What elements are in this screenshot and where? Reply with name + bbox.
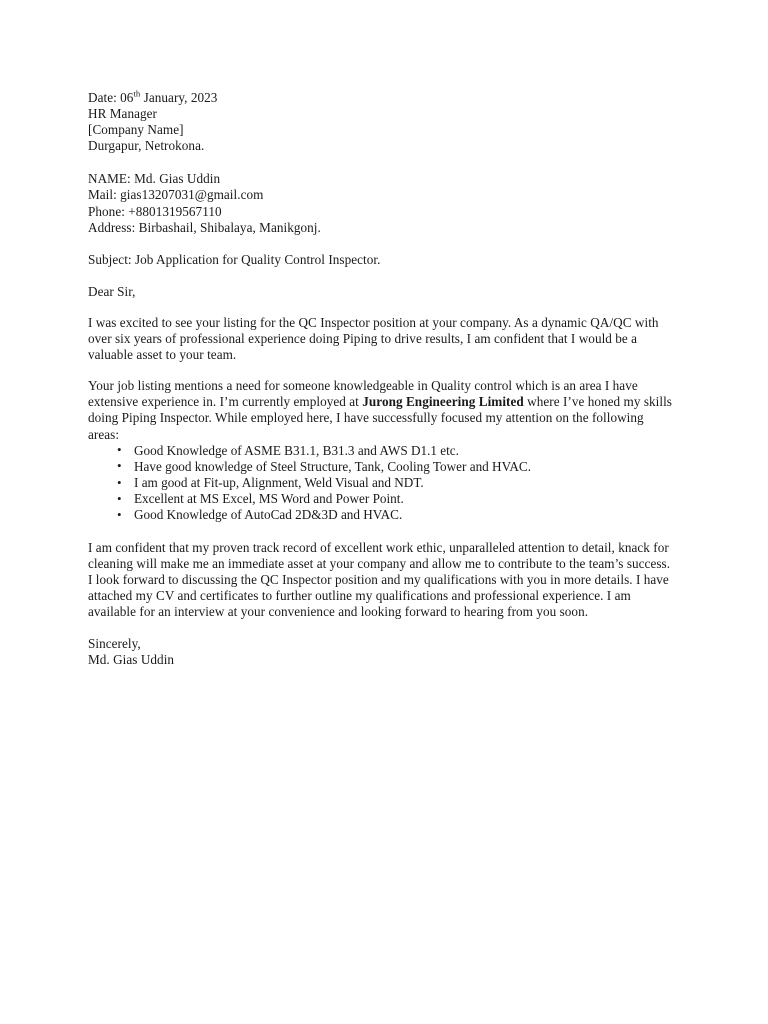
bullet-icon: • <box>117 490 122 506</box>
date-rest: January, 2023 <box>140 90 218 105</box>
spacer-after-salutation <box>88 300 676 315</box>
recipient-location: Durgapur, Netrokona. <box>88 138 205 154</box>
list-item-text: Good Knowledge of ASME B31.1, B31.3 and AWS D1.1 etc. <box>134 442 459 458</box>
paragraph-experience-part1: Your job listing mentions a need for someone knowledgeable in Quality control which is an area I have extensive experience in. I’m currently employed at <box>88 378 638 410</box>
spacer-after-subject <box>88 268 676 284</box>
spacer-after-list <box>88 524 676 540</box>
list-item <box>88 491 676 507</box>
salutation-block <box>88 284 676 300</box>
bullet-icon: • <box>117 442 122 458</box>
skills-list <box>88 443 676 524</box>
spacer-after-paragraph-1 <box>88 363 676 378</box>
spacer-after-header <box>88 154 676 171</box>
date-line <box>88 90 676 106</box>
list-item-text: Have good knowledge of Steel Structure, Tank, Cooling Tower and HVAC. <box>134 458 532 474</box>
bullet-icon: • <box>117 474 122 490</box>
date-label: Date: <box>88 90 121 105</box>
sender-address-line: Address: Birbashail, Shibalaya, Manikgonj. <box>88 219 321 235</box>
list-item <box>88 443 676 459</box>
paragraph-confidence: I am confident that my proven track record of excellent work ethic, unparalleled attention to detail, knack for cleaning will make me an immediate asset at your company and allow me to contribute to the team’s success. <box>88 539 671 571</box>
paragraph-closing-statement: I look forward to discussing the QC Inspector position and my qualifications with you in more details. I have attached my CV and certificates to further outline my qualifications and professional experience. I am available for an interview at your convenience and looking forward to hearing from you soon. <box>88 571 669 619</box>
list-item-text: I am good at Fit-up, Alignment, Weld Visual and NDT. <box>134 475 424 490</box>
paragraph-experience <box>88 378 676 442</box>
signature-name: Md. Gias Uddin <box>88 652 175 668</box>
list-item <box>88 475 676 491</box>
employer-name: Jurong Engineering Limited <box>362 394 524 410</box>
list-item <box>88 507 676 523</box>
salutation: Dear Sir, <box>88 283 136 299</box>
bullet-icon: • <box>117 458 122 474</box>
list-item-text: Excellent at MS Excel, MS Word and Power Point. <box>134 491 404 507</box>
date-day: 06 <box>120 90 134 105</box>
sender-email-line: Mail: gias13207031@gmail.com <box>88 187 264 203</box>
spacer-after-sender <box>88 236 676 252</box>
signature-block <box>88 636 676 668</box>
valediction: Sincerely, <box>88 636 141 652</box>
spacer-before-signature <box>88 620 676 636</box>
paragraph-intro: I was excited to see your listing for the QC Inspector position at your company. As a dynamic QA/QC with over six years of professional experience doing Piping to drive results, I am confident that I would be a valuable asset to your team. <box>88 314 659 363</box>
bullet-icon: • <box>117 506 122 522</box>
company-name-placeholder: [Company Name] <box>88 122 184 138</box>
letter-body <box>88 90 676 668</box>
sender-phone-line: Phone: +8801319567110 <box>88 203 222 219</box>
date-ordinal-suffix: th <box>133 88 141 99</box>
paragraph-experience-part2: where I’ve honed my skills doing Piping Inspector. While employed here, I have successfully focused my attention on the following areas: <box>88 394 672 442</box>
list-item-text: Good Knowledge of AutoCad 2D&3D and HVAC. <box>134 507 403 523</box>
letter-header-block <box>88 90 676 154</box>
subject-line-block <box>88 252 676 268</box>
sender-info-block <box>88 171 676 235</box>
recipient-title: HR Manager <box>88 106 157 122</box>
sender-name-line: NAME: Md. Gias Uddin <box>88 171 221 187</box>
subject-line: Subject: Job Application for Quality Control Inspector. <box>88 251 381 267</box>
list-item <box>88 459 676 475</box>
